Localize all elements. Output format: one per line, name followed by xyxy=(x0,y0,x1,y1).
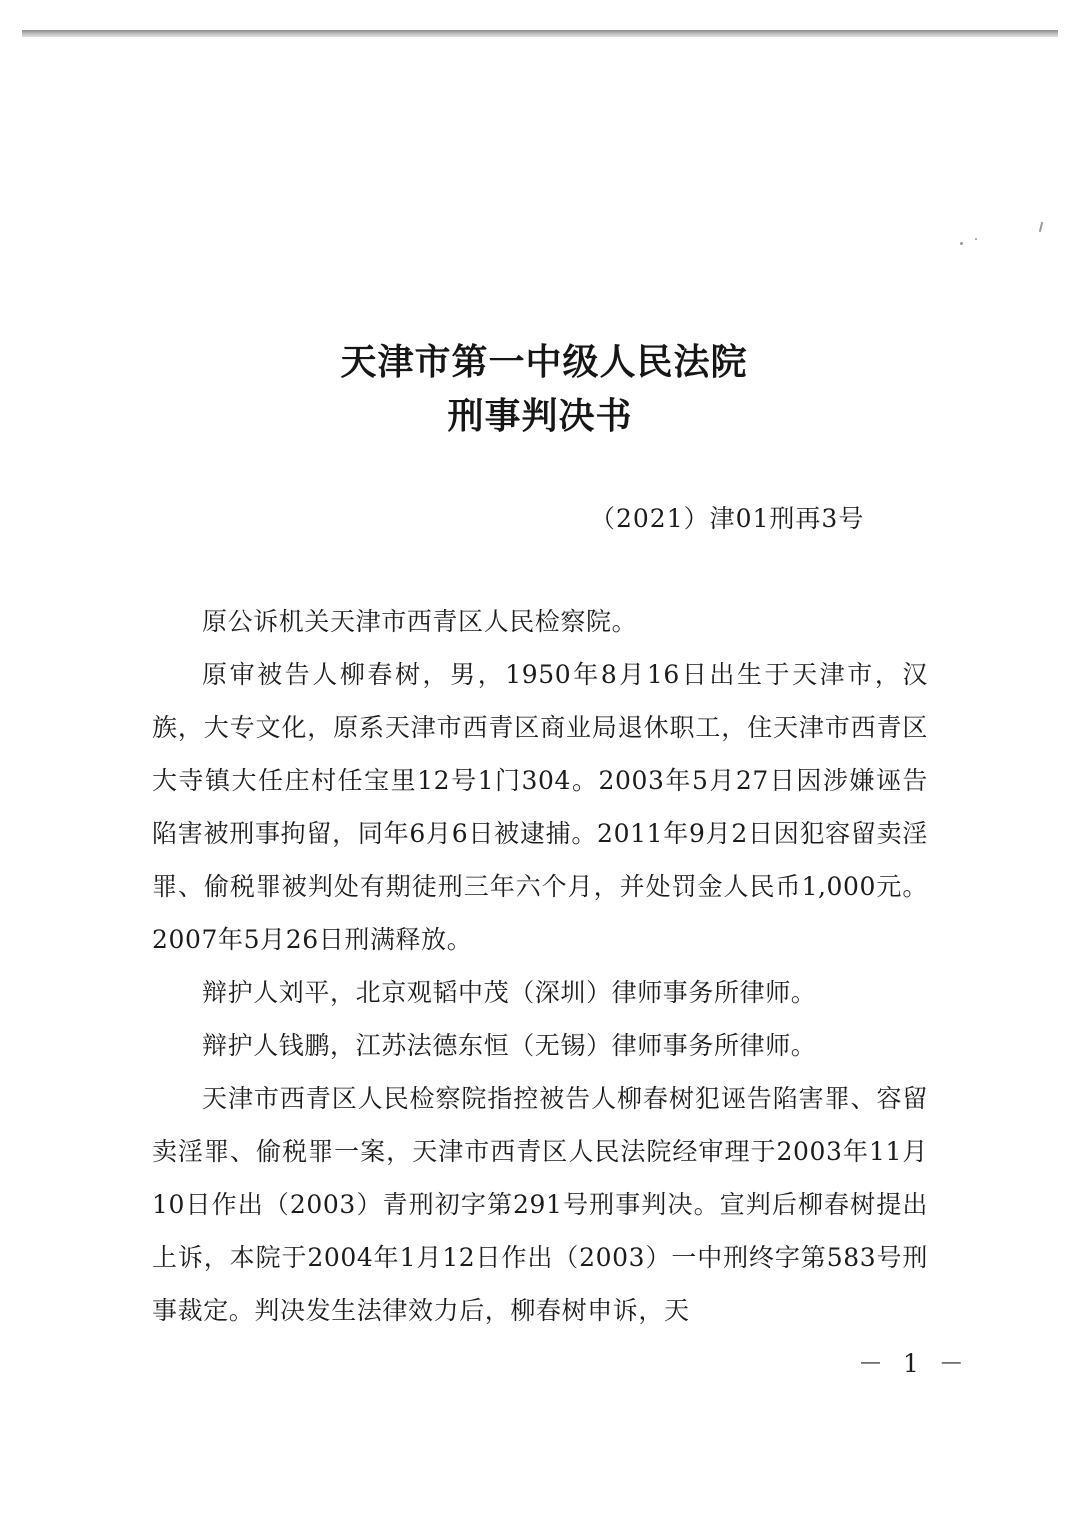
paragraph-case-history: 天津市西青区人民检察院指控被告人柳春树犯诬告陷害罪、容留卖淫罪、偷税罪一案，天津市西青区人民法院经审理于2003年11月10日作出（2003）青刑初字第291号刑事判决。宣判后柳春树提出上诉，本院于2004年1月12日作出（2003）一中刑终字第583号刑事裁定。判决发生法律效力后，柳春树申诉，天 xyxy=(152,1084,928,1325)
paragraph-defendant: 原审被告人柳春树，男，1950年8月16日出生于天津市，汉族，大专文化，原系天津市西青区商业局退休职工，住天津市西青区大寺镇大任庄村任宝里12号1门304。2003年5月27日因涉嫌诬告陷害被刑事拘留，同年6月6日被逮捕。2011年9月2日因犯容留卖淫罪、偷税罪被判处有期徒刑三年六个月，并处罚金人民币1,000元。2007年5月26日刑满释放。 xyxy=(152,660,928,954)
judgment-body xyxy=(152,595,928,1337)
paragraph-prosecutor: 原公诉机关天津市西青区人民检察院。 xyxy=(202,607,638,636)
scan-speck xyxy=(975,238,977,240)
paragraph-defense-counsel-1: 辩护人刘平，北京观韬中茂（深圳）律师事务所律师。 xyxy=(202,978,817,1007)
scan-top-edge xyxy=(22,30,1058,37)
paragraph-defense-counsel-2: 辩护人钱鹏，江苏法德东恒（无锡）律师事务所律师。 xyxy=(202,1031,817,1060)
scan-speck xyxy=(960,242,963,245)
scan-mark xyxy=(1039,222,1043,232)
court-name-title: 天津市第一中级人民法院 xyxy=(340,342,748,383)
case-number: （2021）津01刑再3号 xyxy=(590,504,865,533)
page-number: － 1 － xyxy=(858,1349,970,1378)
document-type-title: 刑事判决书 xyxy=(447,396,633,437)
